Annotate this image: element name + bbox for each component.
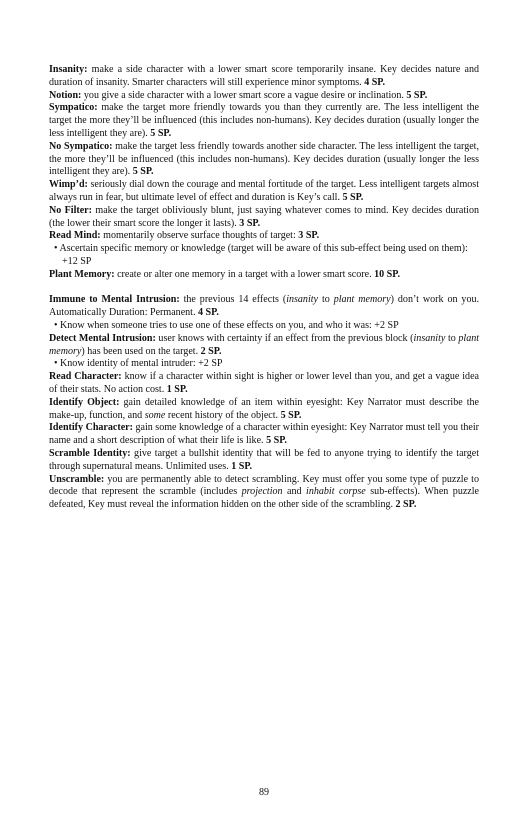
entry-cost: 4 SP. bbox=[198, 307, 219, 319]
entry-text: you are permanently able to detect scrambling. Key must offer you some type of puzzle to decode that represent the scramble (includes bbox=[49, 473, 479, 498]
entry-name: Scramble Identity: bbox=[49, 447, 131, 459]
entry-wimpd bbox=[49, 179, 479, 205]
entry-cost: 2 SP. bbox=[395, 499, 417, 511]
italic-term: inhabit corpse bbox=[306, 486, 366, 498]
entry-cost: 5 SP. bbox=[150, 127, 172, 139]
entry-name: Unscramble: bbox=[49, 473, 105, 485]
entry-text: make the target more friendly towards you than they currently are. The less intelligent the target the more they’ll be influenced (this includes non-humans). Key decides duration (usually longer the less intelligent they are). bbox=[49, 102, 479, 139]
italic-term: some bbox=[144, 409, 166, 421]
entry-plant-memory bbox=[49, 269, 479, 282]
italic-term: insanity bbox=[286, 294, 319, 306]
sub-effect: • Know when someone tries to use one of these effects on you, and who it was: +2 SP bbox=[54, 319, 399, 331]
entry-name: Notion: bbox=[49, 89, 82, 101]
entry-name: Detect Mental Intrusion: bbox=[49, 332, 156, 344]
entry-no-filter bbox=[49, 205, 479, 231]
italic-term: insanity bbox=[413, 332, 446, 344]
entry-detect bbox=[49, 333, 479, 359]
entry-cost: 1 SP. bbox=[166, 383, 188, 395]
entry-scramble-identity bbox=[49, 448, 479, 474]
entry-cost: 1 SP. bbox=[231, 460, 253, 472]
entry-unscramble bbox=[49, 474, 479, 512]
italic-term: projection bbox=[241, 486, 283, 498]
spacer bbox=[49, 282, 479, 295]
entry-text: seriously dial down the courage and mental fortitude of the target. Less intelligent targets almost always run in fear, but ultimate level of effect and duration is Key’s call. bbox=[49, 179, 479, 203]
entry-text: recent history of the object. bbox=[165, 409, 281, 421]
entry-text: sub-effects). When puzzle defeated, Key must reveal the information hidden on the other side of the scrambling. bbox=[49, 486, 480, 511]
entry-cost: 2 SP. bbox=[200, 345, 222, 357]
entry-cost: 5 SP. bbox=[280, 409, 302, 421]
entry-name: Read Character: bbox=[49, 371, 122, 383]
italic-term: plant memory bbox=[49, 332, 480, 357]
entry-text: make a side character with a lower smart score temporarily insane. Key decides nature and duration of insanity. Smarter characters will still experience minor symptoms. bbox=[49, 64, 479, 88]
entry-text: ) has been used on the target. bbox=[81, 345, 201, 357]
entry-name: Identify Object: bbox=[49, 396, 120, 408]
entry-notion bbox=[49, 90, 479, 103]
entry-name: Identify Character: bbox=[49, 422, 133, 434]
entry-name: Sympatico: bbox=[49, 102, 98, 114]
entry-text: make the target obliviously blunt, just saying whatever comes to mind. Key decides duration (the lower their smart score the longer it lasts). bbox=[49, 204, 480, 229]
entry-name: Immune to Mental Intrusion: bbox=[49, 294, 180, 306]
entry-name: Wimp’d: bbox=[49, 179, 88, 191]
entry-read-mind bbox=[49, 230, 479, 243]
entry-text: momentarily observe surface thoughts of target: bbox=[103, 230, 299, 242]
entry-name: Plant Memory: bbox=[49, 268, 115, 280]
entry-text: gain detailed knowledge of an item within eyesight: Key Narrator must describe the make-up, function, and bbox=[49, 396, 480, 421]
entry-name: No Sympatico: bbox=[49, 140, 113, 152]
entry-name: Insanity: bbox=[49, 64, 88, 75]
entry-no-sympatico bbox=[49, 141, 479, 179]
entry-name: No Filter: bbox=[49, 204, 92, 216]
entry-text: make the target less friendly towards another side character. The less intelligent the target, the more they’ll be influenced (this includes non-humans). Key decides duration (usually longer the less intelligent they are). bbox=[49, 140, 479, 178]
entry-text: and bbox=[282, 486, 307, 498]
sub-effect: • Know identity of mental intruder: +2 SP bbox=[54, 358, 223, 370]
entry-read-character bbox=[49, 371, 479, 397]
page-number: 89 bbox=[258, 787, 270, 798]
entry-text: the previous 14 effects ( bbox=[183, 294, 287, 306]
entry-name: Read Mind: bbox=[49, 230, 101, 242]
entry-text: give target a bullshit identity that will be fed to anyone trying to identify the target through supernatural means. Unlimited uses. bbox=[49, 447, 479, 472]
entry-text: know if a character within sight is higher or lower level than you, and get a vague idea of their stats. No action cost. bbox=[49, 371, 479, 395]
entry-insanity bbox=[49, 64, 479, 90]
entry-text: to bbox=[445, 332, 459, 344]
entry-cost: 5 SP. bbox=[342, 191, 364, 203]
italic-term: plant memory bbox=[333, 294, 391, 306]
sub-effect: • Ascertain specific memory or knowledge (target will be aware of this sub-effect being used on them): +12 SP bbox=[54, 243, 468, 267]
entry-cost: 4 SP. bbox=[364, 76, 386, 88]
entry-identify-character bbox=[49, 422, 479, 448]
entry-text: you give a side character with a lower smart score a vague desire or inclination. bbox=[83, 89, 407, 101]
entry-cost: 5 SP. bbox=[266, 435, 287, 447]
entry-identify-object bbox=[49, 397, 479, 423]
entry-text: gain some knowledge of a character within eyesight: Key Narrator must tell you their name and a short description of what their life is like. bbox=[49, 422, 479, 447]
page-body bbox=[49, 64, 479, 512]
entry-text: ) don’t work on you. Automatically Duration: Permanent. bbox=[49, 294, 479, 319]
entry-text: create or alter one memory in a target with a lower smart score. bbox=[117, 268, 375, 280]
entry-cost: 5 SP. bbox=[406, 89, 428, 101]
entry-cost: 5 SP. bbox=[132, 166, 154, 178]
entry-cost: 3 SP. bbox=[298, 230, 320, 242]
entry-text: to bbox=[318, 294, 334, 306]
entry-text: user knows with certainty if an effect from the previous block ( bbox=[158, 332, 414, 344]
entry-cost: 3 SP. bbox=[239, 217, 261, 229]
entry-immune bbox=[49, 294, 479, 320]
entry-sympatico bbox=[49, 102, 479, 140]
entry-cost: 10 SP. bbox=[374, 268, 400, 280]
